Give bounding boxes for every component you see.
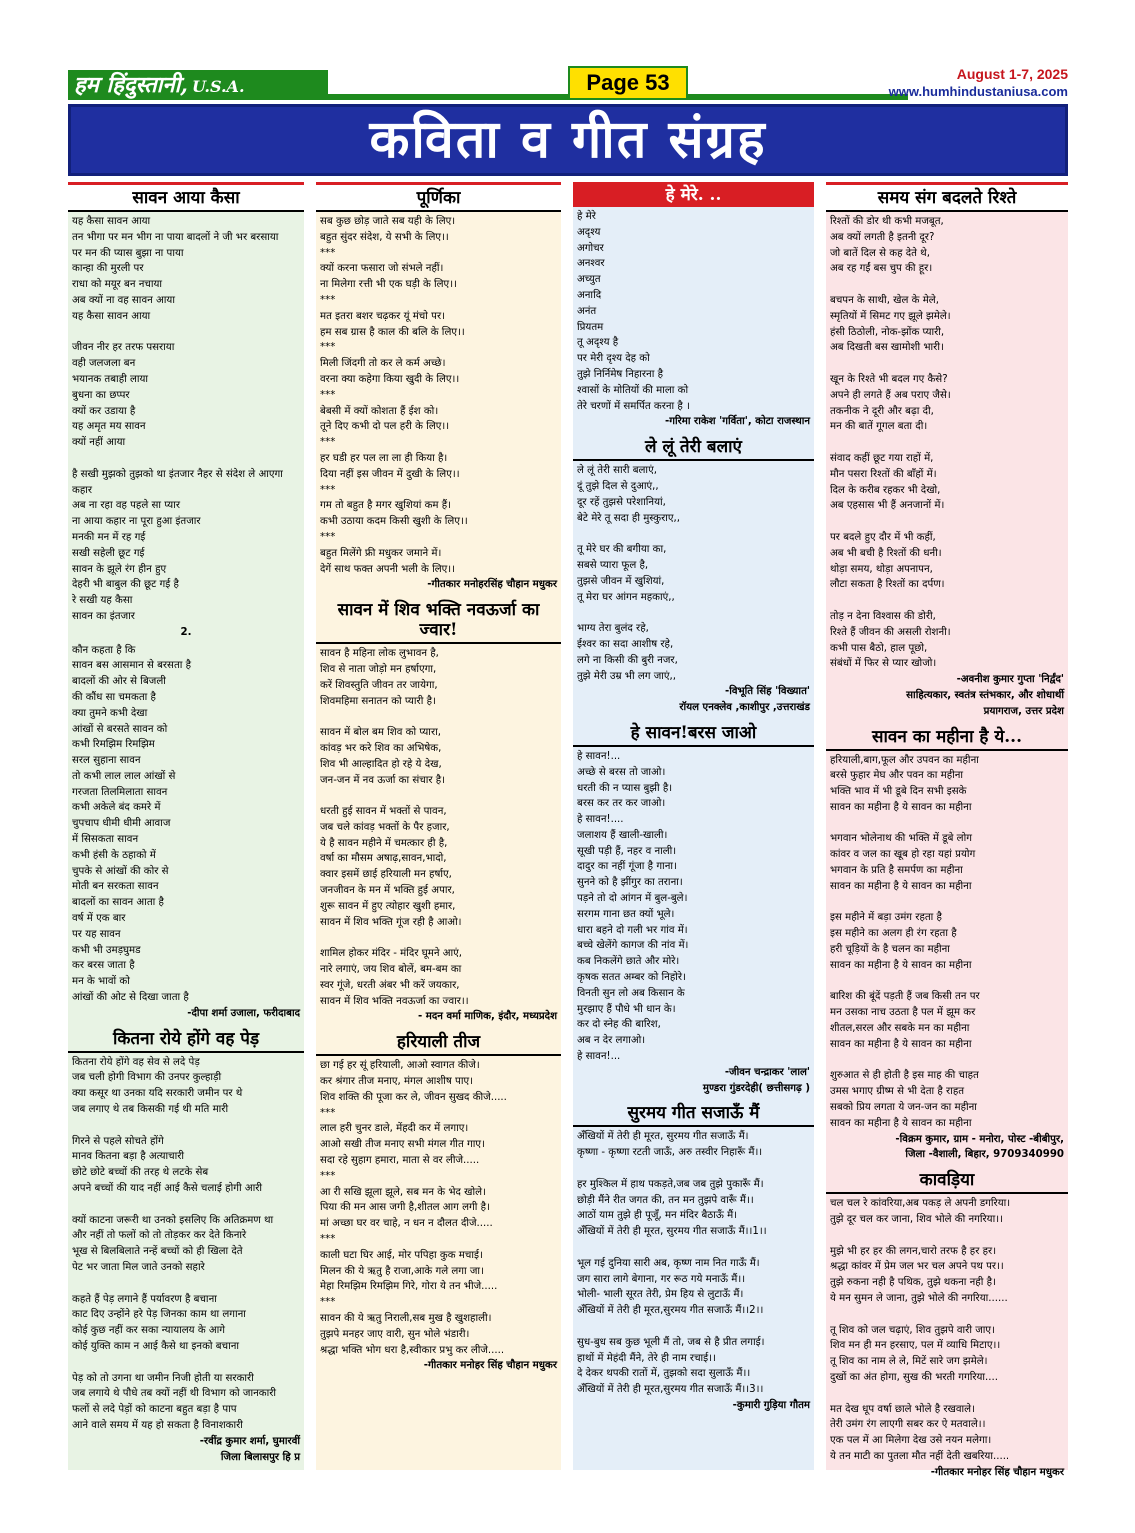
poem-number: 2. <box>180 626 192 638</box>
poem-text: सब कुछ छोड़ जाते सब यही के लिए। बहुत सुंदर संदेश, ये सभी के लिए।। *** क्यों करना फसारा जो संभले नहीं। ना मिलेगा रत्ती भी एक घड़ी के लिए।। *** मत इतरा बशर चढ़कर यूं मंचो पर। हम सब ग्रास है काल की बलि के लिए।। *** मिली जिंदगी तो कर ले कर्म अच्छे। वरना क्या कहेगा किया खुदी के लिए।। *** बेबसी में क्यों कोशता हैं ईश को। तूने दिए कभी दो पल हरी के लिए।। *** हर घडी हर पल ला ला ही किया है। दिया नहीं इस जीवन में दुखी के लिए।। *** गम तो बहुत है मगर खुशियां कम हैं। कभी उठाया कदम किसी खुशी के लिए।। *** बहुत मिलेंगे फ्री मधुकर जमाने में। देगें साथ फक्त अपनी भली के लिए।। <box>320 216 468 575</box>
poem-text: कितना रोये होंगे वह सेव से लदे पेड़ जब चली होगी विभाग की उनपर कुल्हाड़ी क्या कसूर था उनका यदि सरकारी जमीन पर थे जब लगाए थे तब किसकी गई थी मति मारी गिरने से पहले सोचते होंगे मानव कितना बड़ा है अत्याचारी छोटे छोटे बच्चों की तरह थे लटके सेब अपने बच्चों की याद नहीं आई कैसे चलाई होगी आरी क्यों काटना जरूरी था उनको इसलिए कि अतिक्रमण था और नहीं तो फलों को तो तोड़कर कर देते किनारे भूख से बिलबिलाते नन्हें बच्चों को ही खिला देते पेट भर जाता मिल जाते उनको सहारे कहते हैं पेड़ लगाने हैं पर्यावरण है बचाना काट दिए उन्होंने हरे पेड़ जिनका काम था लगाना कोई कुछ नहीं कर सका न्यायालय के आगे कोई युक्ति काम न आई कैसे था इनको बचाना पेड़ को तो उगना था जमीन निजी होती या सरकारी जब लगाये थे पौधे तब क्यों नहीं थी विभाग को जानकारी फलों से लदे पेड़ों को काटना बहुत बड़ा है पाप आने वाले समय में यह हो सकता है विनाशकारी <box>72 1056 277 1431</box>
poem-credit: -गीतकार मनोहर सिंह चौहान मधुकर <box>930 1466 1064 1478</box>
column-2 <box>316 182 561 1470</box>
poem-title: पूर्णिका <box>316 182 561 212</box>
poem-text: हरियाली,बाग,फूल और उपवन का महीना बरसे फुहार मेघ और पवन का महीना भक्ति भाव में भी डूबे दिन सभी इसके सावन का महीना है ये सावन का महीना भगवान भोलेनाथ की भक्ति में डूबे लोग कांवर व जल का खूब हो रहा यहां प्रयोग भगवान के प्रति है समर्पण का महीना सावन का महीना है ये सावन का महीना इस महीने में बड़ा उमंग रहता है इस महीने का अलग ही रंग रहता है हरी चूड़ियों के है चलन का महीना सावन का महीना है ये सावन का महीना बारिश की बूंदें पड़ती हैं जब किसी तन पर मन उसका नाच उठता है पल में झूम कर शीतल,सरल और सबके मन का महीना सावन का महीना है ये सावन का महीना शुरुआत से ही होती है इस माह की चाहत उमस भगाए ग्रीष्म से भी देता है राहत सबको प्रिय लगता ये जन-जन का महीना सावन का महीना है ये सावन का महीना <box>830 754 980 1129</box>
column-1 <box>68 182 304 1470</box>
poem-title: समय संग बदलते रिश्ते <box>826 182 1068 212</box>
poem-credit: -कुमारी गुड़िया गौतम <box>732 1399 810 1411</box>
issue-date: August 1-7, 2025 <box>956 66 1068 82</box>
poem-text: छा गई हर सूं हरियाली, आओ स्वागत कीजे। कर श्रंगार तीज मनाए, मंगल आशीष पाए। शिव शक्ति की पूजा कर ले, जीवन सुखद कीजे..... *** लाल हरी चुनर डाले, मेंहदी कर में लगाए। आओ सखी तीज मनाए सभी मंगल गीत गाए। सदा रहे सुहाग हमारा, माता से वर लीजे..... *** आ री सखि झूला झूले, सब मन के भेद खोले। पिया की मन आस जगी है,शीतल आग लगी है। मां अच्छा घर वर चाहे, न धन न दौलत दीजे..... *** काली घटा घिर आई, मोर पपिहा कुक मचाई। मिलन की ये ऋतु है राजा,आके गले लगा जा। मेहा रिमझिम रिमझिम गिरे, गोरा ये तन भीजे..... *** सावन की ये ऋतु निराली,सब मुख है खुशहाली। तुझपे मनहर जाए वारी, सुन भोले भंडारी। श्रद्धा भक्ति भोग धरा है,स्वीकार प्रभु कर लीजे..... <box>320 1060 507 1356</box>
poem-title: हे सावन!बरस जाओ <box>573 720 814 747</box>
poem-credit: -गीतकार मनोहर सिंह चौहान मधुकर <box>423 1360 557 1372</box>
poem-title: कितना रोये होंगे वह पेड़ <box>68 1026 304 1053</box>
poem-text: सावन है महिना लोक लुभावन है, शिव से नाता जोड़ो मन हर्षाएगा, करें शिवस्तुति जीवन तर जायेगा, शिवमहिमा सनातन को प्यारी है। सावन में बोल बम शिव को प्यारा, कांवड़ भर करे शिव का अभिषेक, शिव भी आल्हादित हो रहे ये देख, जन-जन में नव ऊर्जा का संचार है। धरती हुई सावन में भक्तों से पावन, जब चले कांवड़ भक्तों के पैर हजार, ये है सावन महीने में चमत्कार ही है, वर्षा का मौसम अषाढ़,सावन,भादो, क्वार इसमें छाई हरियाली मन हर्षाए, जनजीवन के मन में भक्ति हुई अपार, शुरू सावन में हुए त्योहार खुशी हमार, सावन में शिव भक्ति गूंज रही है आओ। शामिल होकर मंदिर - मंदिर घूमने आएं, नारे लगाएं, जय शिव बोलें, बम-बम का स्वर गूंजे, धरती अंबर भी करें जयकार, सावन में शिव भक्ति नवऊर्जा का ज्वार।। <box>320 648 469 1007</box>
publication-usa: U.S.A. <box>191 77 245 96</box>
page-number: Page 53 <box>568 66 688 100</box>
poem-title: सावन में शिव भक्ति नवऊर्जा का ज्वार! <box>316 597 561 644</box>
section-banner <box>68 104 1068 176</box>
poem-text: यह कैसा सावन आया तन भीगा पर मन भीग ना पाया बादलों ने जी भर बरसाया पर मन की प्यास बुझा ना पाया कान्हा की मुरली पर राधा को मयूर बन नचाया अब क्यों ना वह सावन आया यह कैसा सावन आया जीवन नीर हर तरफ पसराया वही जलजला बन भयानक तबाही लाया बुधना का छप्पर क्यों कर उडाया है यह अमृत मय सावन क्यों नहीं आया है सखी मुझको तुझको था इंतजार नैहर से संदेश ले आएगा कहार अब ना रहा वह पहले सा प्यार ना आया कहार ना पूरा हुआ इंतजार मनकी मन में रह गई सखी सहेली छूट गई सावन के झूले रंग हीन हुए देहरी भी बाबुल की छूट गई है रे सखी यह कैसा सावन का इंतजार <box>72 216 283 622</box>
poem-text: कौन कहता है कि सावन बस आसमान से बरसता है बादलों की ओर से बिजली की कौंध सा चमकता है क्या तुमने कभी देखा आंखों से बरसते सावन को कभी रिमझिम रिमझिम सरल सुहाना सावन तो कभी लाल लाल आंखों से गरजता तिलमिलाता सावन कभी अकेले बंद कमरे में चुपचाप धीमी धीमी आवाज में सिसकता सावन कभी हंसी के ठहाको में चुपके से आंखों की कोर से मोती बन सरकता सावन बादलों का सावन आता है वर्ष में एक बार पर यह सावन कभी भी उमड़घुमड कर बरस जाता है मन के भावों को आंखों की ओट से दिखा जाता है <box>72 644 192 1004</box>
poem-title: सावन का महीना है ये... <box>826 724 1068 751</box>
poem-text: ले लूं तेरी सारी बलाएं, दूं तुझे दिल से दुआएं,, दूर रहें तुझसे परेशानियां, बेटे मेरे तू सदा ही मुस्कुराए,, तू मेरे घर की बगीया का, सबसे प्यारा फूल है, तुझसे जीवन में खुशियां, तू मेरा घर आंगन महकाएं,, भाग्य तेरा बुलंद रहे, ईश्वर का सदा आशीष रहे, लगे ना किसी की बुरी नजर, तुझे मेरी उम्र भी लग जाएं,, <box>577 465 680 682</box>
poem-credit: -गरिमा राकेश 'गर्विता', कोटा राजस्थान <box>665 416 810 428</box>
poem-credit: -गीतकार मनोहरसिंह चौहान मधुकर <box>427 579 557 591</box>
masthead <box>68 64 1068 100</box>
poem-text: चल चल रे कांवरिया,अब पकड़ ले अपनी डगरिया। तुझे दूर चल कर जाना, शिव भोले की नगरिया।। मुझे भी हर हर की लगन,चारो तरफ है हर हर। श्रद्धा कांवर में प्रेम जल भर चल अपने पथ पर।। तुझे रुकना नही है पथिक, तुझे थकना नही है। ये मन सुमन ले जाना, तुझे भोले की नगरिया...... तू शिव को जल चढ़ाएं, शिव तुझपे वारी जाए। शिव मन ही मन हरसाए, पल में व्याधि मिटाए।। तू शिव का नाम ले ले, मिटें सारे जग झमेले। दुखों का अंत होगा, सुख की भरती गगरिया.... मत देख धूप वर्षा छाले भोले है रखवाले। तेरी उमंग रंग लाएगी सबर कर ऐ मतवाले।। एक पल में आ मिलेगा देख उसे नयन मलेगा। ये तन माटी का पुतला मौत नहीं देती खबरिया..... <box>830 1198 1011 1462</box>
poem-text: हे सावन!... अच्छे से बरस तो जाओ। धरती की न प्यास बुझी है। बरस कर तर कर जाओ। हे सावन!.... जलाशय हैं खाली-खाली। सूखी पड़ी हैं, नहर व नाली। दादुर का नहीं गूंजा है गाना। सुनने को है झींगुर का तराना। पड़ने तो दो आंगन में बुल-बुले। सरगम गाना छत क्यों भूले। धारा बहने दो गली भर गांव में। बच्चे खेलेंगे कागज की नांव में। कब निकलेंगे छाते और मोरे। कृषक सतत अम्बर को निहोरे। विनती सुन लो अब किसान के मुरझाए हैं पौधे भी धान के। कर दो स्नेह की बारिश, अब न देर लगाओ। हे सावन!... <box>577 750 689 1063</box>
poem-title: सावन आया कैसा <box>68 182 304 212</box>
poem-credit: -रवींद्र कुमार शर्मा, घुमारवीं जिला बिलासपुर हि प्र <box>199 1435 300 1463</box>
poem-text: हे मेरे अदृश्य अगोचर अनश्वर अच्युत अनादि अनंत प्रियतम तू अदृश्य है पर मेरी दृश्य देह को तुझे निर्निमेष निहारना है श्वासों के मोतियों की माला को तेरे चरणों में समर्पित करना है । <box>577 211 690 412</box>
poem-text: रिश्तों की डोर थी कभी मजबूत, अब क्यों लगती है इतनी दूर? जो बातें दिल से कह देते थे, अब रह गईं बस चुप की हूर। बचपन के साथी, खेल के मेले, स्मृतियों में सिमट गए झूले झमेले। हंसी ठिठोली, नोक-झोंक प्यारी, अब दिखती बस खामोशी भारी। खून के रिश्ते भी बदल गए कैसे? अपने ही लगते हैं अब पराए जैसे। तकनीक ने दूरी और बढ़ा दी, मन की बातें गूगल बता दी। संवाद कहीं छूट गया राहों में, मौन पसरा रिश्तों की बाँहों में। दिल के करीब रहकर भी देखो, अब एहसास भी हैं अनजानों में। पर बदले हुए दौर में भी कहीं, अब भी बची है रिश्तों की धनी। थोड़ा समय, थोड़ा अपनापन, लौटा सकता है रिश्तों का दर्पण। तोड़ न देना विश्वास की डोरी, रिश्ते हैं जीवन की असली रोशनी। कभी पास बैठो, हाल पूछो, संबंधों में फिर से प्यार खोजो। <box>830 216 951 670</box>
poem-title: कावड़िया <box>826 1167 1068 1194</box>
poem-title: ले लूं तेरी बलाएं <box>573 434 814 461</box>
poem-title: हरियाली तीज <box>316 1029 561 1056</box>
poem-title: हे मेरे. .. <box>573 182 814 207</box>
publication-name: हम हिंदुस्तानी, U.S.A. <box>68 70 328 100</box>
poem-credit: -विभूति सिंह 'विख्यात' रॉयल एनक्लेव ,काशीपुर ,उत्तराखंड <box>679 686 810 714</box>
poem-text: अँखियों में तेरी ही मूरत, सुरमय गीत सजाऊँ मैं। कृष्णा - कृष्णा रटती जाऊँ, अरु तस्वीर निहारूँ मैं।। हर मुश्किल में हाथ पकड़ते,जब जब तुझे पुकारूँ मैं। छोड़ी मैंने रीत जगत की, तन मन तुझपे वारूँ मैं।। आठों याम तुझे ही पूजूँ, मन मंदिर बैठाऊँ मैं। अँखियों में तेरी ही मूरत, सुरमय गीत सजाऊँ मैं।।1।। भूल गई दुनिया सारी अब, कृष्ण नाम नित गाऊँ मैं। जग सारा लागे बेगाना, गर रूठ गये मनाऊँ मैं।। भोली- भाली सूरत तेरी, प्रेम हिय से लुटाऊँ मैं। अँखियों में तेरी ही मूरत,सुरमय गीत सजाऊँ मैं।।2।। सुध-बुध सब कुछ भूली मैं तो, जब से है प्रीत लगाई। हाथों में मेहंदी मैंने, तेरे ही नाम रचाई।। दे देकर थपकी रातों में, तुझको सदा सुलाऊँ मैं।। अँखियों में तेरी ही मूरत,सुरमय गीत सजाऊँ मैं।।3।। <box>577 1131 767 1396</box>
poem-title: सुरमय गीत सजाऊँ मैं <box>573 1100 814 1127</box>
poem-credit: -अवनीश कुमार गुप्ता 'निर्द्वंद' साहित्यकार, स्वतंत्र स्तंभकार, और शोधार्थी प्रयागराज, उत्तर प्रदेश <box>906 674 1064 717</box>
column-3 <box>573 182 814 1470</box>
poem-credit: -जीवन चन्द्राकर 'लाल' मुण्डरा गुंडरदेही( छत्तीसगढ़ ) <box>702 1066 810 1094</box>
website-link[interactable]: www.humhindustaniusa.com <box>888 84 1068 99</box>
column-4 <box>826 182 1068 1478</box>
poem-credit: - मदन वर्मा माणिक, इंदौर, मध्यप्रदेश <box>418 1011 557 1023</box>
poem-credit: -विक्रम कुमार, ग्राम - मनोरा, पोस्ट -बीबीपुर, जिला -वैशाली, बिहार, 9709340990 <box>895 1133 1064 1161</box>
poem-credit: -दीपा शर्मा उजाला, फरीदाबाद <box>187 1007 300 1019</box>
section-title: कविता व गीत संग्रह <box>369 110 767 170</box>
